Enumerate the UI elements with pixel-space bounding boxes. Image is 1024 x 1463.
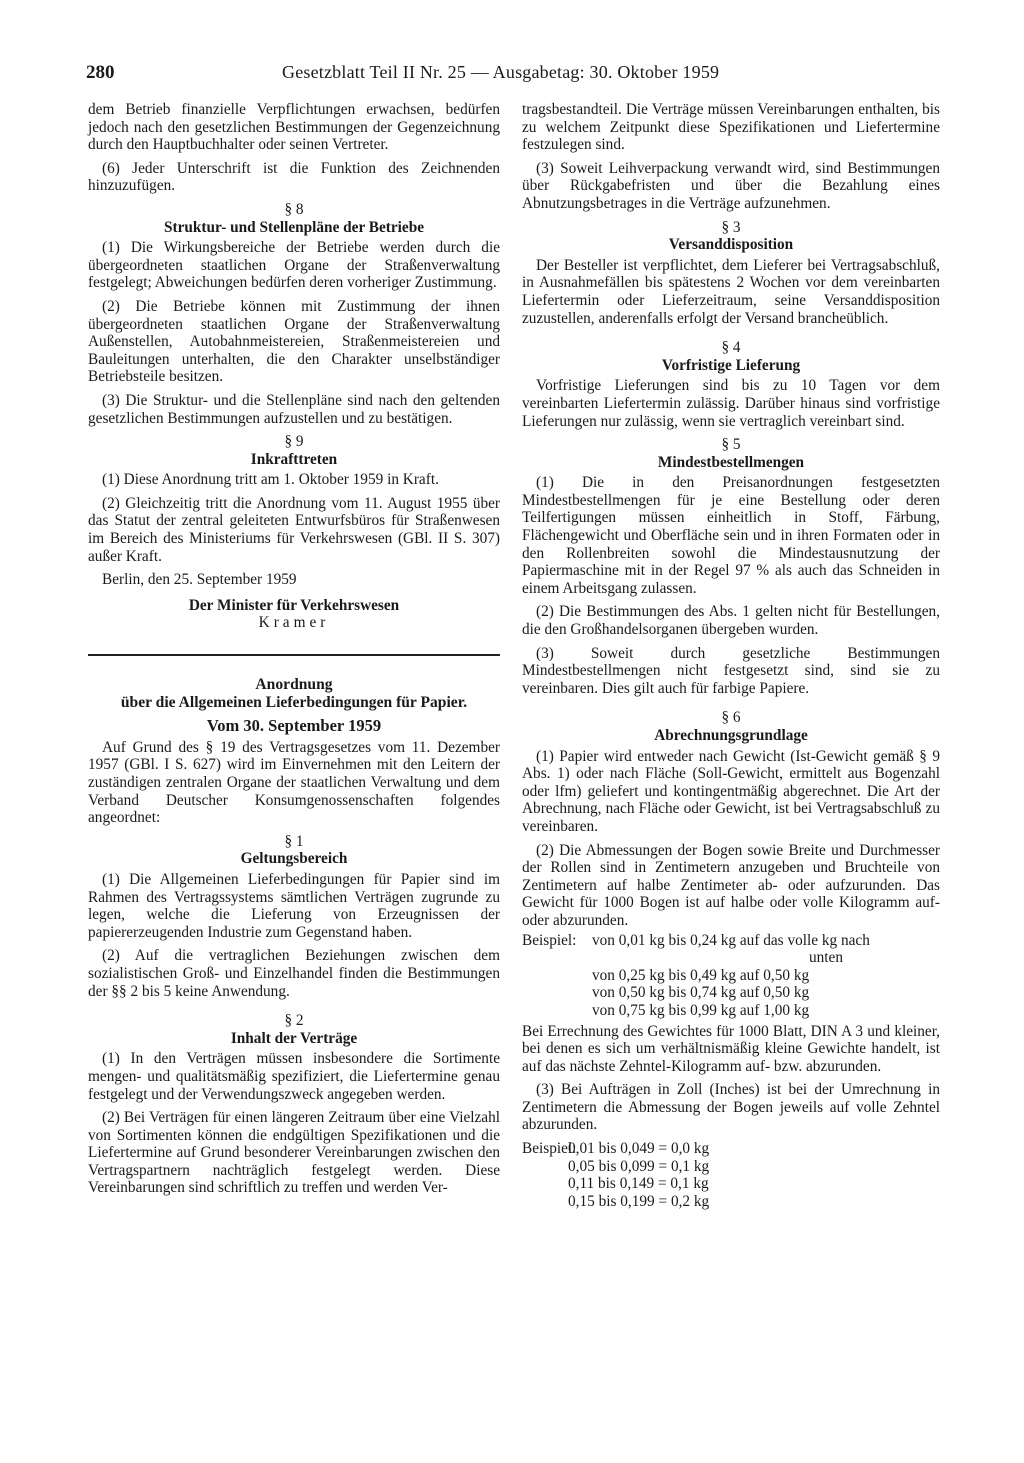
running-title: Gesetzblatt Teil II Nr. 25 — Ausgabetag: 30. Oktober 1959 — [282, 62, 720, 82]
section-heading: Mindestbestellmengen — [657, 453, 805, 471]
example-line: 0,11 bis 0,149 = 0,1 kg — [568, 1175, 709, 1193]
paragraph: (1) Die in den Preisanordnungen festgesetzten Mindestbestellmengen für je eine Bestellung oder deren Teilfertigungen müssen einheitlich in Stoff, Färbung, Flächengewicht und Oberfläche sein und in ihren Formaten oder in den Rollenbreiten sowohl die Mindestausnutzung der Papiermaschine mit in der Regel 97 % als auch das Schneiden in einem Arbeitsgang zulassen. — [522, 474, 940, 597]
signer-name: Kramer — [258, 614, 330, 632]
section-heading: Inhalt der Verträge — [230, 1029, 358, 1047]
section-heading: Abrechnungsgrundlage — [654, 727, 808, 744]
section-number: § 6 — [721, 709, 741, 727]
section-heading: Vorfristige Lieferung — [661, 356, 801, 374]
paragraph: (2) Auf die vertraglichen Beziehungen zwischen dem sozialistischen Groß- und Einzelhandel finden die Bestimmungen der §§ 2 bis 5 keine Anwendung. — [88, 947, 500, 1000]
paragraph: (1) Die Wirkungsbereiche der Betriebe werden durch die übergeordneten staatlichen Organe der Straßenverwaltung festgelegt; Abweichungen bedürfen deren vorheriger Zustimmung. — [88, 239, 500, 292]
paragraph: (3) Bei Aufträgen in Zoll (Inches) ist bei der Umrechnung in Zentimetern die Abmessung der Bogen jeweils auf volle Zehntel abzurunden. — [522, 1081, 940, 1134]
ordinance-subtitle: über die Allgemeinen Lieferbedingungen für Papier. — [120, 693, 468, 711]
paragraph: (6) Jeder Unterschrift ist die Funktion des Zeichnenden hinzuzufügen. — [88, 159, 500, 195]
paragraph: (1) Papier wird entweder nach Gewicht (Ist-Gewicht gemäß § 9 Abs. 1) oder nach Fläche (Soll-Gewicht, ermittelt aus Bogenzahl oder lfm) geliefert und kontingentmäßig abgerechnet. Die Art der Abrechnung, nach Fläche oder Gewicht, ist bei Vertragsabschluß zu vereinbaren. — [522, 747, 940, 835]
example-line: von 0,75 kg bis 0,99 kg auf 1,00 kg — [592, 1001, 810, 1019]
example-table-weights — [522, 932, 940, 1020]
example-line: 0,01 bis 0,049 = 0,0 kg — [568, 1140, 710, 1158]
example-line: 0,05 bis 0,099 = 0,1 kg — [568, 1157, 710, 1175]
section-heading: Versanddisposition — [668, 236, 794, 254]
example-label: Beispiel: — [522, 931, 577, 949]
paragraph: (3) Soweit Leihverpackung verwandt wird, sind Bestimmungen über Rückgabefristen und über die Bezahlung eines Abnutzungsbetrages in die Verträge aufzunehmen. — [522, 159, 940, 212]
left-column — [88, 101, 500, 1203]
section-number: § 3 — [721, 218, 741, 236]
example-row — [522, 1140, 940, 1158]
section-divider — [88, 654, 500, 656]
paragraph: (3) Die Struktur- und die Stellenpläne sind nach den geltenden gesetzlichen Bestimmungen aufzustellen und zu bestätigen. — [88, 391, 500, 427]
paragraph: (2) Die Abmessungen der Bogen sowie Breite und Durchmesser der Rollen sind in Zentimetern anzugeben und Bruchteile von Zentimetern auf halbe Zentimeter ab- oder aufzurunden. Das Gewicht für 1000 Bogen ist auf halbe oder volle Kilogramm auf- oder abzurunden. — [522, 841, 940, 929]
page-header — [86, 62, 940, 88]
paragraph: tragsbestandteil. Die Verträge müssen Vereinbarungen enthalten, bis zu welchem Zeitpunkt diese Spezifikationen und Liefertermine festzulegen sind. — [522, 101, 940, 154]
right-column — [522, 101, 940, 1210]
signer-title: Der Minister für Verkehrswesen — [188, 596, 400, 614]
ordinance-date: Vom 30. September 1959 — [206, 716, 382, 736]
paragraph: Der Besteller ist verpflichtet, dem Lieferer bei Vertragsabschluß, in Ausnahmefällen bis spätestens 2 Wochen vor dem vereinbarten Liefertermin oder Lieferzeitraum, seine Versanddisposition zuzustellen, anderenfalls erfolgt der Versand brancheüblich. — [522, 256, 940, 327]
section-heading: Geltungsbereich — [240, 850, 348, 868]
ordinance-title: Anordnung — [255, 676, 333, 694]
paragraph: (2) Die Bestimmungen des Abs. 1 gelten nicht für Bestellungen, die den Großhandelsorganen übergeben wurden. — [522, 603, 940, 639]
section-number: § 9 — [284, 433, 304, 451]
place-date: Berlin, den 25. September 1959 — [102, 571, 297, 589]
example-line: von 0,01 kg bis 0,24 kg auf das volle kg nach — [592, 931, 870, 949]
paragraph: (2) Die Betriebe können mit Zustimmung der ihnen übergeordneten staatlichen Organe der Straßenverwaltung Außenstellen, Autobahnmeistereien, Straßenmeistereien und Bauleitungen unterhalten, die den Charakter unselbständiger Betriebsteile besitzen. — [88, 297, 500, 386]
section-number: § 4 — [721, 339, 741, 357]
paragraph: dem Betrieb finanzielle Verpflichtungen erwachsen, bedürfen jedoch nach den gesetzlichen Bestimmungen der Gegenzeichnung durch den Hauptbuchhalter oder seinen Vertreter. — [88, 101, 500, 154]
example-table-inches — [522, 1140, 940, 1210]
example-label: Beispiel: — [522, 1140, 577, 1158]
paragraph: (1) Die Allgemeinen Lieferbedingungen für Papier sind im Rahmen des Vertragssystems sämtlichen Verträgen zugrunde zu legen, welche die Lieferung von Erzeugnissen der papiererzeugenden Industrie zum Gegenstand haben. — [88, 870, 500, 941]
section-number: § 8 — [284, 200, 304, 218]
section-heading: Struktur- und Stellenpläne der Betriebe — [163, 218, 425, 236]
example-line: 0,15 bis 0,199 = 0,2 kg — [568, 1192, 710, 1210]
section-number: § 1 — [284, 832, 304, 850]
example-line: von 0,25 kg bis 0,49 kg auf 0,50 kg — [592, 966, 810, 984]
example-row — [522, 932, 940, 950]
preamble: Auf Grund des § 19 des Vertragsgesetzes vom 11. Dezember 1957 (GBl. I S. 627) wird im Einvernehmen mit den Leitern der zuständigen zentralen Organe der staatlichen Verwaltung und dem Verband Deutscher Konsumgenossenschaften folgendes angeordnet: — [88, 738, 500, 827]
page-number: 280 — [86, 62, 115, 83]
paragraph: Bei Errechnung des Gewichtes für 1000 Blatt, DIN A 3 und kleiner, bei denen es sich um verhältnismäßig kleine Gewichte handelt, ist auf das nächste Zehntel-Kilogramm auf- bzw. abzurunden. — [522, 1022, 940, 1075]
example-line: unten — [809, 949, 843, 967]
paragraph: (2) Gleichzeitig tritt die Anordnung vom 11. August 1955 über das Statut der zentral geleiteten Entwurfsbüros für Straßenwesen im Bereich des Ministeriums für Verkehrswesen (GBl. II S. 307) außer Kraft. — [88, 494, 500, 565]
paragraph: (3) Soweit durch gesetzliche Bestimmungen Mindestbestellmengen nicht festgesetzt sind, sind sie zu vereinbaren. Dies gilt auch für farbige Papiere. — [522, 644, 940, 697]
paragraph: (2) Bei Verträgen für einen längeren Zeitraum über eine Vielzahl von Sortimenten können die endgültigen Spezifikationen und die Liefertermine auf Grund besonderer Vereinbarungen zwischen den Vertragspartnern nachträglich festgelegt werden. Diese Vereinbarungen sind schriftlich zu treffen und werden Ver- — [88, 1109, 500, 1197]
paragraph: Vorfristige Lieferungen sind bis zu 10 Tagen vor dem vereinbarten Liefertermin zulässig. Darüber hinaus sind vorfristige Lieferungen nur zulässig, wenn sie vertraglich vereinbart sind. — [522, 377, 940, 430]
paragraph: (1) In den Verträgen müssen insbesondere die Sortimente mengen- und qualitätsmäßig spezifiziert, die Liefertermine genau festgelegt und der Verwendungszweck angegeben werden. — [88, 1050, 500, 1103]
section-number: § 5 — [721, 436, 741, 454]
section-number: § 2 — [284, 1012, 304, 1030]
example-line: von 0,50 kg bis 0,74 kg auf 0,50 kg — [592, 984, 810, 1002]
paragraph: (1) Diese Anordnung tritt am 1. Oktober 1959 in Kraft. — [102, 471, 439, 489]
section-heading: Inkrafttreten — [250, 450, 338, 468]
